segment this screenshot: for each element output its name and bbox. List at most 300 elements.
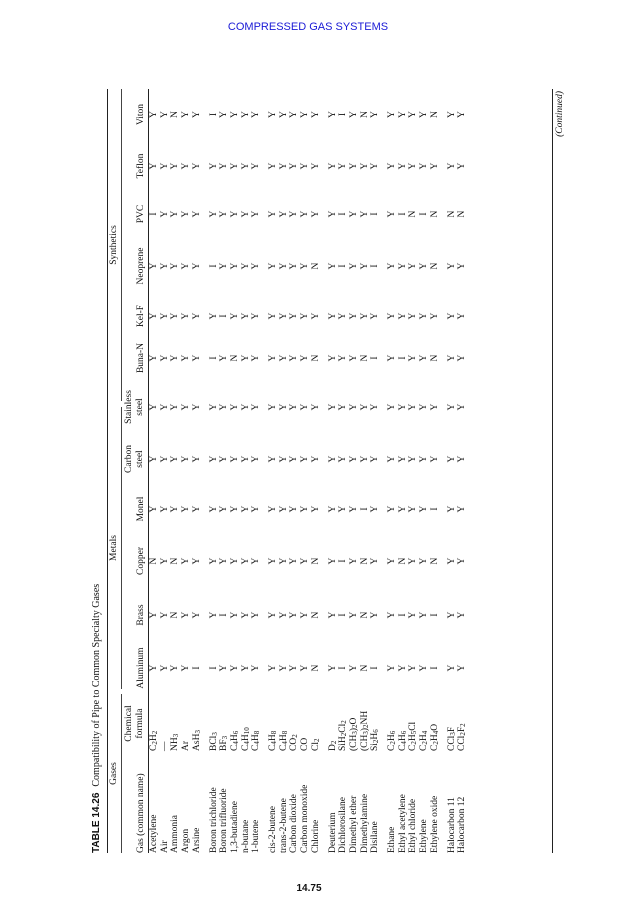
compat-cell: Y xyxy=(457,312,468,320)
compat-cell: Y xyxy=(408,505,419,513)
gas-name-cell: Dimethylamine xyxy=(359,793,370,853)
compat-cell: Y xyxy=(278,111,289,118)
compat-cell: N xyxy=(170,557,181,565)
compat-cell: Y xyxy=(327,111,338,118)
formula-cell: $Cl_2$ xyxy=(310,738,321,751)
compat-cell: Y xyxy=(240,111,251,118)
compat-cell: I xyxy=(370,264,381,268)
compat-cell: I xyxy=(338,666,349,670)
compat-cell: Y xyxy=(240,210,251,218)
compat-cell: Y xyxy=(289,312,300,320)
compat-cell: Y xyxy=(278,664,289,672)
compat-cell: Y xyxy=(387,162,398,170)
compat-cell: Y xyxy=(359,162,370,170)
rotated-table-page xyxy=(87,89,575,853)
compat-cell: Y xyxy=(251,111,262,118)
formula-cell: $C_4H_8$ xyxy=(278,730,289,751)
compat-cell: Y xyxy=(289,403,300,411)
compat-cell: Y xyxy=(348,505,359,513)
compat-cell: Y xyxy=(397,312,408,320)
compat-cell: N xyxy=(359,664,370,672)
compat-cell: Y xyxy=(387,664,398,672)
compat-cell: Y xyxy=(338,312,349,320)
compat-cell: Y xyxy=(159,262,170,270)
compat-cell: Y xyxy=(327,557,338,565)
compat-cell: Y xyxy=(408,403,419,411)
compat-cell: Y xyxy=(208,210,219,218)
compat-cell: Y xyxy=(208,611,219,619)
compat-cell: Y xyxy=(159,354,170,362)
compat-cell: Y xyxy=(278,262,289,270)
compat-cell: Y xyxy=(240,312,251,320)
compat-cell: Y xyxy=(208,505,219,513)
compat-cell: I xyxy=(370,356,381,360)
page-number: 14.75 xyxy=(296,883,322,894)
compat-cell: Y xyxy=(159,557,170,565)
compat-cell: Y xyxy=(446,403,457,411)
compat-cell: Y xyxy=(251,611,262,619)
col-teflon: Teflon xyxy=(136,153,146,179)
compat-cell: Y xyxy=(289,611,300,619)
col-brass: Brass xyxy=(136,604,146,626)
compat-cell: Y xyxy=(300,403,311,411)
gas-name-cell: trans-2-butene xyxy=(278,798,289,853)
gas-name-cell: 1-butene xyxy=(251,819,262,853)
col-kel-f: Kel-F xyxy=(136,304,146,328)
compat-cell: I xyxy=(208,112,219,117)
gas-name-cell: Boron trichloride xyxy=(208,787,219,853)
compat-cell: I xyxy=(419,212,430,216)
compat-cell: Y xyxy=(429,162,440,170)
table-row xyxy=(251,89,262,853)
compat-cell: Y xyxy=(327,312,338,320)
compat-cell: Y xyxy=(219,262,230,270)
compat-cell: Y xyxy=(191,557,202,565)
compat-cell: I xyxy=(219,613,230,617)
compat-cell: Y xyxy=(327,664,338,672)
compat-cell: Y xyxy=(181,664,192,672)
gas-name-cell: Dichlorosilane xyxy=(338,797,349,853)
compat-cell: Y xyxy=(446,455,457,463)
compat-cell: Y xyxy=(310,162,321,170)
formula-cell: $CCl_2F_2$ xyxy=(457,723,468,751)
gas-name-cell: Disilane xyxy=(370,821,381,853)
compat-cell: Y xyxy=(229,262,240,270)
compat-cell: Y xyxy=(429,455,440,463)
compat-cell: Y xyxy=(219,505,230,513)
compat-cell: Y xyxy=(387,557,398,565)
gas-name-cell: Ethane xyxy=(387,826,398,853)
group-gases: Gases xyxy=(109,762,119,785)
formula-cell: CO xyxy=(300,737,311,751)
compat-cell: I xyxy=(370,212,381,216)
compat-cell: Y xyxy=(278,312,289,320)
compat-cell: Y xyxy=(300,505,311,513)
compat-cell: Y xyxy=(408,557,419,565)
compat-cell: Y xyxy=(457,557,468,565)
compat-cell: Y xyxy=(359,455,370,463)
compat-cell: I xyxy=(208,264,219,268)
compat-cell: Y xyxy=(327,403,338,411)
gas-name-cell: Dimethyl ether xyxy=(348,795,359,853)
compat-cell: Y xyxy=(370,557,381,565)
compat-cell: Y xyxy=(219,162,230,170)
compat-cell: Y xyxy=(251,162,262,170)
compat-cell: Y xyxy=(229,664,240,672)
compat-cell: Y xyxy=(251,262,262,270)
compat-cell: Y xyxy=(191,403,202,411)
table-row xyxy=(311,89,322,853)
compat-cell: Y xyxy=(278,505,289,513)
compat-cell: Y xyxy=(370,455,381,463)
compat-cell: Y xyxy=(181,312,192,320)
compat-cell: Y xyxy=(457,162,468,170)
compat-cell: Y xyxy=(359,262,370,270)
compat-cell: Y xyxy=(348,664,359,672)
compat-cell: Y xyxy=(251,354,262,362)
compat-cell: Y xyxy=(300,455,311,463)
compat-cell: N xyxy=(149,557,159,565)
gas-name-cell: Air xyxy=(159,840,170,853)
compat-cell: Y xyxy=(327,262,338,270)
compat-cell: Y xyxy=(397,505,408,513)
compat-cell: N xyxy=(310,611,321,619)
compat-cell: Y xyxy=(370,162,381,170)
compat-cell: Y xyxy=(446,162,457,170)
compat-cell: Y xyxy=(387,455,398,463)
compat-cell: Y xyxy=(338,403,349,411)
col-buna-n: Buna-N xyxy=(136,342,146,374)
compat-cell: Y xyxy=(191,505,202,513)
compat-cell: Y xyxy=(149,312,159,320)
compat-cell: I xyxy=(219,314,230,318)
compat-cell: Y xyxy=(208,162,219,170)
compat-cell: Y xyxy=(208,455,219,463)
compat-cell: Y xyxy=(170,312,181,320)
compat-cell: Y xyxy=(268,312,279,320)
gas-name-cell: Chlorine xyxy=(310,819,321,853)
compat-cell: Y xyxy=(419,312,430,320)
compat-cell: Y xyxy=(268,557,279,565)
table-row xyxy=(149,89,160,853)
gas-name-cell: Arsine xyxy=(191,827,202,853)
compat-cell: Y xyxy=(446,611,457,619)
table-row xyxy=(408,89,419,853)
col-stainless-line2: steel xyxy=(135,398,145,416)
formula-cell: $C_2H_4O$ xyxy=(429,723,440,751)
compat-cell: Y xyxy=(191,262,202,270)
compat-cell: Y xyxy=(159,611,170,619)
compat-cell: Y xyxy=(149,505,159,513)
table-row xyxy=(360,89,371,853)
col-carbon-line2: steel xyxy=(135,450,145,468)
compat-cell: Y xyxy=(419,262,430,270)
table-row xyxy=(430,89,441,853)
gas-name-cell: Ammonia xyxy=(170,815,181,853)
compat-cell: Y xyxy=(408,162,419,170)
compat-cell: Y xyxy=(338,162,349,170)
compat-cell: Y xyxy=(348,455,359,463)
compat-cell: Y xyxy=(310,210,321,218)
table-caption xyxy=(91,584,102,853)
table-row xyxy=(219,89,230,853)
compat-cell: Y xyxy=(419,664,430,672)
formula-cell: BCl$_3$ xyxy=(208,732,219,751)
compat-cell: Y xyxy=(300,312,311,320)
compat-cell: Y xyxy=(149,354,159,362)
formula-cell: CCl$_3$F xyxy=(446,726,457,751)
compat-cell: Y xyxy=(310,111,321,118)
compat-cell: Y xyxy=(387,312,398,320)
gas-name-cell: Ethylene oxide xyxy=(429,795,440,853)
col-formula-line2: formula xyxy=(135,708,145,739)
col-copper: Copper xyxy=(136,547,146,575)
compat-cell: Y xyxy=(348,611,359,619)
compat-cell: N xyxy=(429,210,440,218)
bottom-rule xyxy=(552,89,553,853)
compat-cell: Y xyxy=(191,611,202,619)
table-row xyxy=(279,89,290,853)
compat-cell: Y xyxy=(387,505,398,513)
synthetics-rule xyxy=(121,89,122,401)
compat-cell: Y xyxy=(446,557,457,565)
compat-cell: I xyxy=(429,507,440,511)
compat-cell: Y xyxy=(446,505,457,513)
compat-cell: Y xyxy=(251,210,262,218)
formula-cell: $C_4H_6$ xyxy=(229,730,240,751)
compat-cell: I xyxy=(208,356,219,360)
formula-cell: $C_4H_8$ xyxy=(268,730,279,751)
compat-cell: Y xyxy=(219,455,230,463)
compat-cell: Y xyxy=(370,403,381,411)
compat-cell: Y xyxy=(229,611,240,619)
compat-cell: Y xyxy=(419,611,430,619)
table-row xyxy=(387,89,398,853)
compat-cell: Y xyxy=(159,455,170,463)
compat-cell: Y xyxy=(251,455,262,463)
gas-name-cell: Ethylene xyxy=(419,819,430,853)
compat-cell: N xyxy=(359,354,370,362)
compat-cell: Y xyxy=(429,403,440,411)
compat-cell: N xyxy=(429,557,440,565)
table-title: Compatibility of Pipe to Common Specialty Gases xyxy=(91,583,102,787)
compat-cell: N xyxy=(310,664,321,672)
compat-cell: I xyxy=(397,613,408,617)
compat-cell: Y xyxy=(268,262,279,270)
gas-name-cell: Argon xyxy=(181,828,192,853)
gas-name-cell: Ethyl acetylene xyxy=(397,794,408,853)
compat-cell: Y xyxy=(457,354,468,362)
col-stainless-steel xyxy=(124,380,146,434)
table-row xyxy=(209,89,220,853)
compat-cell: I xyxy=(370,666,381,670)
compat-cell: Y xyxy=(408,111,419,118)
compat-cell: Y xyxy=(310,505,321,513)
compat-cell: Y xyxy=(181,403,192,411)
compat-cell: Y xyxy=(300,111,311,118)
compat-cell: Y xyxy=(446,111,457,118)
compat-cell: Y xyxy=(251,403,262,411)
compat-cell: N xyxy=(446,210,457,218)
compat-cell: Y xyxy=(419,111,430,118)
compat-cell: Y xyxy=(446,664,457,672)
compat-cell: Y xyxy=(348,312,359,320)
compat-cell: I xyxy=(397,356,408,360)
compat-cell: Y xyxy=(419,557,430,565)
compat-cell: N xyxy=(229,354,240,362)
table-row xyxy=(447,89,458,853)
compat-cell: Y xyxy=(268,403,279,411)
compat-cell: N xyxy=(429,262,440,270)
formula-cell: $(CH_3)_2O$ xyxy=(348,717,359,751)
formula-cell: AsH$_3$ xyxy=(191,730,202,751)
compat-cell: Y xyxy=(191,312,202,320)
compat-cell: I xyxy=(191,666,202,670)
group-metals: Metals xyxy=(109,535,119,561)
formula-cell: $BF_3$ xyxy=(219,735,230,751)
compat-cell: Y xyxy=(300,354,311,362)
compat-cell: Y xyxy=(327,162,338,170)
compat-cell: Y xyxy=(327,505,338,513)
compat-cell: Y xyxy=(327,210,338,218)
compat-cell: N xyxy=(359,611,370,619)
col-formula xyxy=(124,694,146,753)
top-rule xyxy=(107,89,108,853)
compat-cell: Y xyxy=(278,354,289,362)
gases-rule xyxy=(121,694,122,853)
compat-cell: Y xyxy=(348,262,359,270)
compat-cell: Y xyxy=(408,455,419,463)
table-row xyxy=(181,89,192,853)
compat-cell: Y xyxy=(240,505,251,513)
compat-cell: N xyxy=(310,557,321,565)
compat-cell: Y xyxy=(170,210,181,218)
compat-cell: N xyxy=(170,611,181,619)
compat-cell: Y xyxy=(327,354,338,362)
compat-cell: Y xyxy=(240,611,251,619)
compat-cell: Y xyxy=(289,557,300,565)
compat-cell: Y xyxy=(159,162,170,170)
compat-cell: Y xyxy=(240,664,251,672)
compat-cell: Y xyxy=(159,210,170,218)
compat-cell: Y xyxy=(457,455,468,463)
compat-cell: I xyxy=(338,559,349,563)
compat-cell: Y xyxy=(170,403,181,411)
compat-cell: Y xyxy=(408,611,419,619)
compat-cell: Y xyxy=(300,557,311,565)
compat-cell: N xyxy=(359,111,370,118)
compat-cell: I xyxy=(397,212,408,216)
compat-cell: Y xyxy=(359,403,370,411)
compat-cell: Y xyxy=(159,505,170,513)
compat-cell: Y xyxy=(348,403,359,411)
compat-cell: Y xyxy=(348,111,359,118)
compat-cell: I xyxy=(338,264,349,268)
compat-cell: Y xyxy=(370,312,381,320)
table-row xyxy=(170,89,181,853)
formula-cell: $C_4H_6$ xyxy=(397,730,408,751)
compat-cell: Y xyxy=(289,210,300,218)
compat-cell: Y xyxy=(219,403,230,411)
compat-cell: Y xyxy=(300,262,311,270)
compat-cell: Y xyxy=(159,664,170,672)
compat-cell: Y xyxy=(348,210,359,218)
table-row xyxy=(300,89,311,853)
compat-cell: I xyxy=(149,212,159,216)
compat-cell: Y xyxy=(251,557,262,565)
compat-cell: Y xyxy=(229,505,240,513)
page-footer xyxy=(0,878,618,896)
gas-name-cell: Halocarbon 11 xyxy=(446,797,457,853)
compat-cell: Y xyxy=(149,262,159,270)
compat-cell: Y xyxy=(408,312,419,320)
formula-cell: — xyxy=(159,741,170,751)
formula-cell: Ar xyxy=(181,740,192,751)
compat-cell: Y xyxy=(219,664,230,672)
compat-cell: Y xyxy=(457,664,468,672)
compat-cell: I xyxy=(429,613,440,617)
compat-cell: Y xyxy=(219,557,230,565)
compat-cell: Y xyxy=(446,262,457,270)
compat-cell: Y xyxy=(251,664,262,672)
compat-cell: Y xyxy=(397,162,408,170)
compat-cell: Y xyxy=(370,111,381,118)
compat-cell: Y xyxy=(457,111,468,118)
compat-cell: Y xyxy=(149,611,159,619)
running-header xyxy=(0,17,618,35)
compat-cell: Y xyxy=(251,505,262,513)
formula-cell: $(CH_3)_2NH$ xyxy=(359,710,370,751)
gas-name-cell: n-butane xyxy=(240,819,251,853)
gas-name-cell: Halocarbon 12 xyxy=(457,796,468,853)
compat-cell: Y xyxy=(419,403,430,411)
compat-cell: I xyxy=(429,666,440,670)
col-gas-name: Gas (common name) xyxy=(136,773,146,853)
col-stainless-line1: Stainless xyxy=(124,390,134,424)
compat-cell: Y xyxy=(397,664,408,672)
col-carbon-line1: Carbon xyxy=(124,445,134,473)
compat-cell: Y xyxy=(170,162,181,170)
table-row xyxy=(338,89,349,853)
col-neoprene: Neoprene xyxy=(136,247,146,285)
compat-cell: I xyxy=(359,507,370,511)
formula-cell: $C_2H_2$ xyxy=(149,730,159,751)
compat-cell: Y xyxy=(419,162,430,170)
compat-cell: Y xyxy=(397,111,408,118)
compat-cell: Y xyxy=(191,455,202,463)
compat-cell: Y xyxy=(327,455,338,463)
compat-cell: Y xyxy=(181,557,192,565)
compat-cell: Y xyxy=(300,664,311,672)
compat-cell: Y xyxy=(219,111,230,118)
compat-cell: N xyxy=(310,354,321,362)
compat-cell: Y xyxy=(387,611,398,619)
metals-rule xyxy=(121,407,122,689)
table-row xyxy=(160,89,171,853)
compat-cell: Y xyxy=(268,611,279,619)
table-row xyxy=(192,89,203,853)
compat-cell: Y xyxy=(387,262,398,270)
compat-cell: Y xyxy=(419,354,430,362)
compat-cell: Y xyxy=(408,664,419,672)
gas-name-cell: Carbon monoxide xyxy=(300,784,311,853)
col-formula-line1: Chemical xyxy=(124,705,134,742)
table-row xyxy=(241,89,252,853)
compat-cell: Y xyxy=(408,262,419,270)
compat-cell: Y xyxy=(457,403,468,411)
compat-cell: Y xyxy=(446,312,457,320)
compat-cell: Y xyxy=(310,312,321,320)
